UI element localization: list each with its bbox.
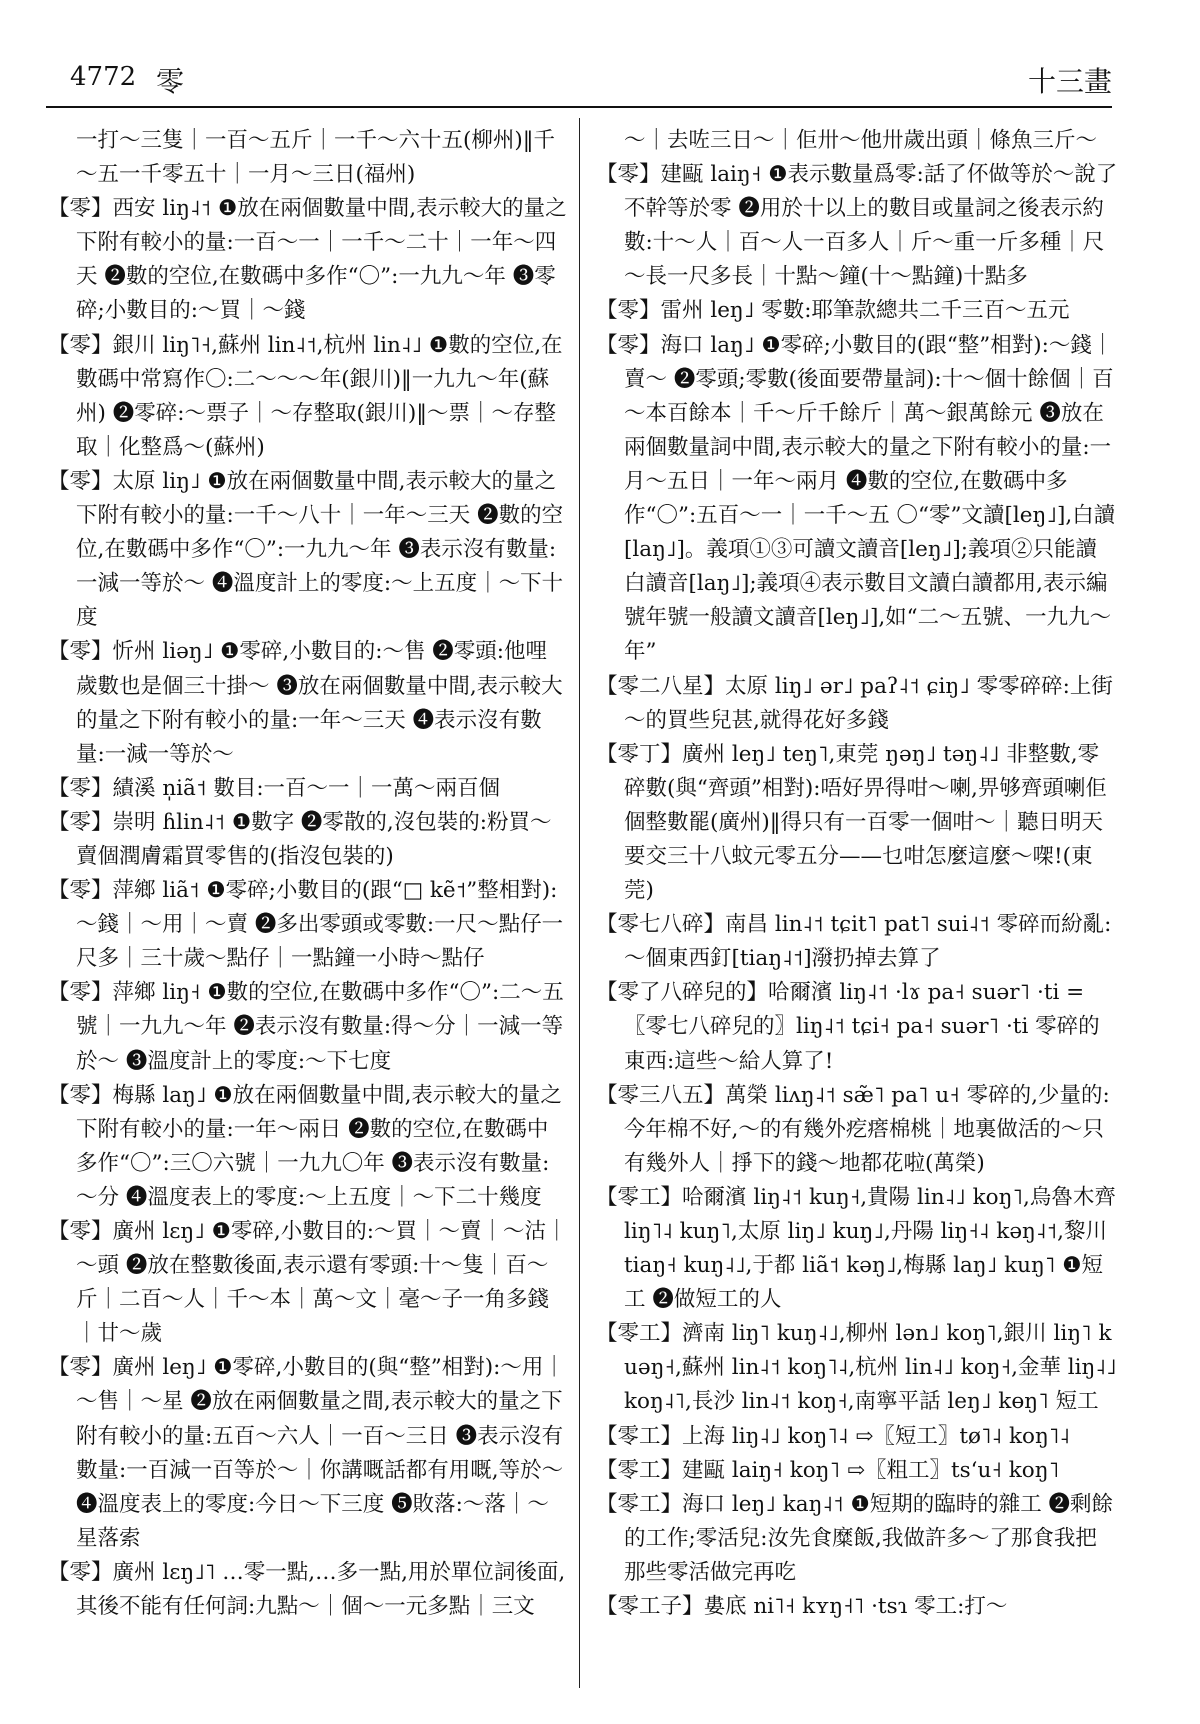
entry-continuation: ～｜去咗三日～｜佢卅～他卅歲出頭｜條魚三斤～ — [624, 128, 1098, 153]
dictionary-entry: 【零】績溪 n̩iã˦ 數目:一百～一｜一萬～兩百個 — [48, 775, 501, 801]
dictionary-entry: 【零七八碎】南昌 lin˨˦ tɕit˥ pat˥ sui˨˦ 零碎而紛亂:～個東西釘[tiaŋ˨˦]潑扔掉去算了 — [596, 912, 1112, 972]
dictionary-entry: 【零了八碎兒的】哈爾濱 liŋ˨˦ ·lɤ pa˧ suər˥ ·ti =〖零七八碎兒的〗liŋ˨˦ tɕi˧ pa˧ suər˥ ·ti 零碎的東西:這些～給人算了! — [596, 980, 1100, 1074]
dictionary-entry: 【零工】建甌 laiŋ˧ koŋ˥ ⇨〖粗工〗tsʻu˧ koŋ˥ — [596, 1457, 1060, 1483]
dictionary-entry: 【零】西安 liŋ˨˦ ❶放在兩個數量中間,表示較大的量之下附有較小的量:一百～一｜一千～二十｜一年～四天 ❷數的空位,在數碼中多作“〇”:一九九～年 ❸零碎;小數目的:～買｜～錢 — [48, 196, 567, 324]
left-column — [48, 124, 568, 1624]
header-rule — [46, 106, 1112, 108]
dictionary-entry: 【零】廣州 lɛŋ˩ ❶零碎,小數目的:～買｜～賣｜～沽｜～頭 ❷放在整數後面,表示還有零頭:十～隻｜百～斤｜二百～人｜千～本｜萬～文｜毫～子一角多錢｜廿～歲 — [48, 1219, 568, 1347]
dictionary-entry: 【零】萍鄉 liŋ˧ ❶數的空位,在數碼中多作“〇”:二～五號｜一九九～年 ❷表示沒有數量:得～分｜一減一等於～ ❸溫度計上的零度:～下七度 — [48, 980, 564, 1074]
dictionary-entry: 【零】崇明 ɦlin˨˦ ❶數字 ❷零散的,沒包裝的:粉買～賣個潤膚霜買零售的(指沒包裝的) — [48, 809, 552, 869]
dictionary-entry: 【零工】濟南 liŋ˥ kuŋ˨˩,柳州 lən˩ koŋ˥,銀川 liŋ˥ kuəŋ˧,蘇州 lin˨˦ koŋ˥˨,杭州 lin˨˩ koŋ˧,金華 liŋ˨˩ koŋ˨˥,長沙 lin˨˦ koŋ˧,南寧平話 leŋ˩ kɵŋ˥ 短工 — [596, 1321, 1117, 1415]
dictionary-entry: 【零工】海口 leŋ˩ kaŋ˨˦ ❶短期的臨時的雜工 ❷剩餘的工作;零活兒:汝先食糜飯,我做許多～了那食我把那些零活做完再吃 — [596, 1491, 1114, 1585]
dictionary-entry: 【零】廣州 lɛŋ˩˥ …零一點,…多一點,用於單位詞後面,其後不能有任何詞:九點～｜個～一元多點｜三文 — [48, 1559, 566, 1620]
dictionary-entry: 【零工子】婁底 ni˥˧ kʏŋ˧˥ ·tsɿ 零工:打～ — [596, 1594, 1008, 1620]
dictionary-entry: 【零丁】廣州 leŋ˩ teŋ˥,東莞 ŋəŋ˩ təŋ˨˩ 非整數,零碎數(與“齊頭”相對):唔好畀得咁～喇,畀够齊頭喇佢個整數罷(廣州)‖得只有一百零一個咁～｜聽日明天要交三十八蚊元零五分——乜咁怎麼這麼～㗎!(東莞) — [596, 741, 1107, 904]
dictionary-entry: 【零】銀川 liŋ˥˧,蘇州 lin˨˦,杭州 lin˨˩ ❶數的空位,在數碼中常寫作〇:二～～～年(銀川)‖一九九～年(蘇州) ❷零碎:～票子｜～存整取(銀川)‖～票｜～存整取｜化整爲～(蘇州) — [48, 332, 563, 460]
column-divider — [579, 118, 580, 1688]
right-column — [596, 124, 1118, 1624]
dictionary-entry: 【零工】哈爾濱 liŋ˨˦ kuŋ˧,貴陽 lin˨˩ koŋ˥,烏魯木齊 liŋ˥˨ kuŋ˥,太原 liŋ˩ kuŋ˩,丹陽 liŋ˧˨ kəŋ˨˦,黎川 tiaŋ˧ kuŋ˨˩,于都 liã˦ kəŋ˩,梅縣 laŋ˩ kuŋ˥ ❶短工 ❷做短工的人 — [596, 1184, 1116, 1313]
entry-continuation: 一打～三隻｜一百～五斤｜一千～六十五(柳州)‖千～五一千零五十｜一月～三日(福州) — [76, 128, 556, 188]
running-headword: 零 — [156, 65, 185, 98]
dictionary-entry: 【零】萍鄉 liã˦ ❶零碎;小數目的(跟“□ kẽ˦”整相對):～錢｜～用｜～賣 ❷多出零頭或零數:一尺～點仔一尺多｜三十歲～點仔｜一點鐘一小時～點仔 — [48, 878, 564, 972]
dictionary-entry: 【零】建甌 laiŋ˧ ❶表示數量爲零:話了伓做等於～說了不幹等於零 ❷用於十以上的數目或量詞之後表示約數:十～人｜百～人一百多人｜斤～重一斤多種｜尺～長一尺多長｜十點～鐘(十～點鐘)十點多 — [596, 162, 1118, 290]
page-header — [70, 62, 1112, 102]
page-number: 4772 — [70, 62, 137, 92]
stroke-count: 十三畫 — [1027, 65, 1112, 98]
dictionary-entry: 【零二八星】太原 liŋ˩ ər˩ paʔ˨˦ ɕiŋ˩ 零零碎碎:上街～的買些兒甚,就得花好多錢 — [596, 673, 1113, 733]
dictionary-entry: 【零】廣州 leŋ˩ ❶零碎,小數目的(與“整”相對):～用｜～售｜～星 ❷放在兩個數量之間,表示較大的量之下附有較小的量:五百～六人｜一百～三日 ❸表示沒有數量:一百減一百等於～｜你講嘅話都有用嘅,等於～ ❹溫度表上的零度:今日～下三度 ❺敗落:～落｜～星落索 — [48, 1355, 565, 1551]
dictionary-entry: 【零】梅縣 laŋ˩ ❶放在兩個數量中間,表示較大的量之下附有較小的量:一年～兩日 ❷數的空位,在數碼中多作“〇”:三〇六號｜一九九〇年 ❸表示沒有數量:～分 ❹溫度表上的零度:～上五度｜～下二十幾度 — [48, 1082, 562, 1210]
dictionary-entry: 【零】雷州 leŋ˩ 零數:耶筆款總共二千三百～五元 — [596, 298, 1070, 324]
dictionary-entry: 【零】太原 liŋ˩ ❶放在兩個數量中間,表示較大的量之下附有較小的量:一千～八十｜一年～三天 ❷數的空位,在數碼中多作“〇”:一九九～年 ❸表示沒有數量:一減一等於～ ❹溫度計上的零度:～上五度｜～下十度 — [48, 468, 564, 631]
dictionary-entry: 【零三八五】萬榮 liʌŋ˨˦ sæ̃˥ pa˥ u˧ 零碎的,少量的:今年棉不好,～的有幾外疙瘩棉桃｜地裏做活的～只有幾外人｜掙下的錢～地都花啦(萬榮) — [596, 1082, 1110, 1176]
dictionary-entry: 【零】海口 laŋ˩ ❶零碎;小數目的(跟“整”相對):～錢｜賣～ ❷零頭;零數(後面要帶量詞):十～個十餘個｜百～本百餘本｜千～斤千餘斤｜萬～銀萬餘元 ❸放在兩個數量詞中間,表示較大的量之下附有較小的量:一月～五日｜一年～兩月 ❹數的空位,在數碼中多作“〇”:五百～一｜一千～五 〇“零”文讀[leŋ˩],白讀[laŋ˩]。義項①③可讀文讀音[leŋ˩];義項②只能讀白讀音[laŋ˩];義項④表示數目文讀白讀都用,表示編號年號一般讀文讀音[leŋ˩],如“二～五號、一九九～年” — [596, 332, 1116, 665]
dictionary-entry: 【零工】上海 liŋ˨˩ koŋ˥˨ ⇨〖短工〗tø˥˨ koŋ˥˨ — [596, 1423, 1070, 1449]
dictionary-entry: 【零】忻州 liəŋ˩ ❶零碎,小數目的:～售 ❷零頭:他哩歲數也是個三十掛～ ❸放在兩個數量中間,表示較大的量之下附有較小的量:一年～三天 ❹表示沒有數量:一減一等於～ — [48, 639, 563, 767]
